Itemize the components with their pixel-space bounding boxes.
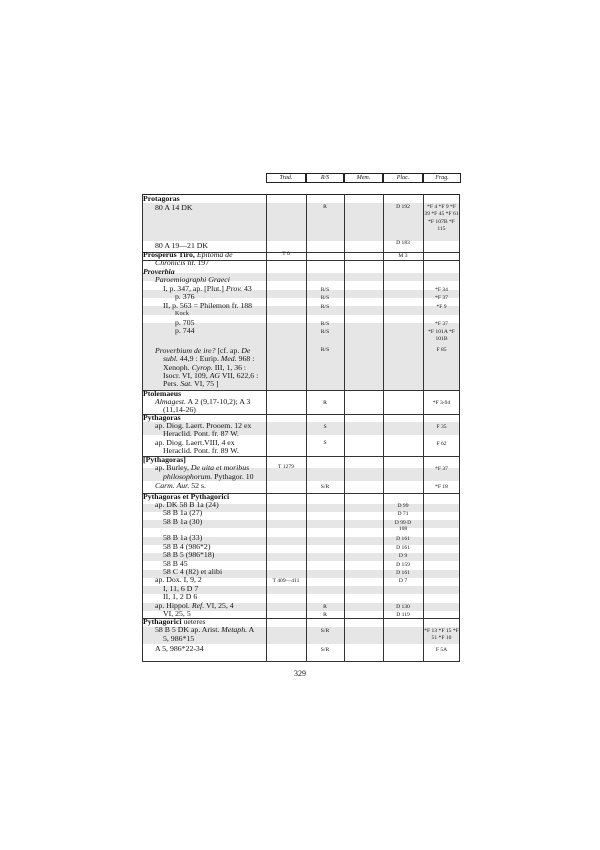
entry-label: 58 B 5 (986*18): [163, 550, 215, 559]
rs-cell: R/S: [320, 295, 330, 301]
frag-cell: F 5A: [435, 647, 448, 653]
plac-cell: D 159: [396, 562, 410, 568]
entry-label: Proverbium de ire? [cf. ap. De: [155, 346, 251, 355]
rs-cell: R/S: [320, 287, 330, 293]
entry-label: Carm. Aur. 52 s.: [155, 481, 206, 490]
entry-label: p. 376: [175, 292, 195, 301]
frag-cell: F 62: [436, 441, 447, 447]
rs-cell: R: [323, 612, 327, 618]
entry-heading: Pythagoras et Pythagorici: [143, 492, 230, 501]
entry-label: 58 B 4 (986*2): [163, 542, 211, 551]
rs-cell: R/S: [320, 321, 330, 327]
entry-label: ap. DK 58 B 1a (24): [155, 500, 219, 509]
entry-heading: Proverbia: [143, 267, 175, 276]
rs-cell: R: [323, 604, 327, 610]
entry-label: VI, 25, 5: [163, 609, 191, 618]
header-trad: Trad.: [266, 173, 306, 183]
rs-cell: R: [323, 400, 327, 406]
rs-cell: R/S: [320, 347, 330, 353]
entry-heading: Pythagorici ueteres: [143, 617, 206, 626]
column-rule: [459, 194, 460, 662]
frag-cell: F 85: [436, 347, 447, 353]
entry-label: Chronicis nr. 197: [155, 258, 210, 267]
entry-label: Heraclid. Pont. fr. 89 W.: [163, 446, 239, 455]
plac-cell: D 161: [396, 536, 410, 542]
page-number: 329: [294, 669, 306, 678]
frag-cell: *F 34: [435, 287, 448, 293]
rs-cell: R/S: [320, 304, 330, 310]
plac-cell: D 183: [396, 240, 410, 246]
entry-label: ap. Diog. Laert.VIII, 4 ex: [155, 438, 235, 447]
entry-label: 80 A 19—21 DK: [155, 241, 209, 250]
rs-cell: S/R: [320, 647, 330, 653]
entry-label: 58 B 1a (33): [163, 533, 203, 542]
plac-cell: D 99: [397, 503, 409, 509]
entry-heading: Ptolemaeus: [143, 389, 182, 398]
entry-label: p. 744: [175, 326, 195, 335]
entry-label: II, p. 563 = Philemon fr. 188: [163, 301, 253, 310]
frag-cell: *F 3-94: [432, 400, 451, 406]
plac-cell: D 161: [396, 545, 410, 551]
entry-label: (11,14-26): [163, 405, 196, 414]
frag-cell: *F 4 *F 9 *F 39 *F 45 *F 61 *F 107B *F 115: [424, 204, 459, 233]
entry-label: Paroemiographi Graeci: [155, 275, 230, 284]
plac-cell: D 7: [398, 578, 408, 584]
column-rule: [142, 194, 143, 662]
entry-label: 80 A 14 DK: [155, 203, 193, 212]
rs-cell: R/S: [320, 329, 330, 335]
entry-label: Heraclid. Pont. fr. 87 W.: [163, 429, 239, 438]
entry-label: ap. Hippol. Ref. VI, 25, 4: [155, 601, 234, 610]
entry-label: Isocr. VI, 109, AG VII, 622,6 :: [163, 371, 259, 380]
entry-label: II, 1, 2 D 6: [163, 592, 198, 601]
frag-cell: *F 37: [435, 466, 448, 472]
trad-cell: T 1279: [278, 464, 294, 470]
plac-cell: D 130: [396, 604, 410, 610]
frag-cell: *F 9: [436, 304, 447, 310]
plac-cell: D 161: [396, 570, 410, 576]
entry-label: 5, 986*15: [163, 634, 195, 643]
entry-heading: Prosperus Tiro, Epitoma de: [143, 250, 233, 259]
frag-cell: F 35: [436, 424, 447, 430]
entry-heading: Pythagoras: [143, 413, 181, 422]
frag-cell: *F 18: [435, 484, 448, 490]
entry-label: 58 B 45: [163, 559, 188, 568]
top-rule: [142, 194, 460, 195]
row-rule: [142, 390, 460, 391]
entry-label: Kock: [175, 311, 190, 317]
entry-label: 58 B 1a (27): [163, 508, 203, 517]
row-rule: [142, 661, 460, 662]
header-mem: Mem.: [344, 173, 383, 183]
header-rs: R/S: [306, 173, 344, 183]
entry-heading: Protagoras: [143, 194, 180, 203]
trad-cell: T 0: [282, 251, 290, 257]
entry-label: 58 B 1a (30): [163, 517, 203, 526]
column-rule: [383, 194, 384, 662]
entry-label: Almagest. A 2 (9,17-10,2); A 3: [155, 397, 251, 406]
column-rule: [266, 194, 267, 662]
rs-cell: S/R: [320, 628, 330, 634]
entry-label: I, p. 347, ap. [Plut.] Prov. 43: [163, 284, 252, 293]
entry-label: I, 11, 6 D 7: [163, 584, 199, 593]
plac-cell: M 3: [398, 253, 408, 259]
rs-cell: S: [323, 424, 327, 430]
index-table: [142, 194, 460, 662]
entry-label: Xenoph. Cyrop. III, 1, 36 :: [163, 363, 247, 372]
entry-label: ap. Burley, De uita et moribus: [155, 463, 250, 472]
row-rule: [142, 456, 460, 457]
header-frag: Frag.: [423, 173, 461, 183]
column-rule: [344, 194, 345, 662]
rs-cell: R: [323, 204, 327, 210]
plac-cell: D 71: [397, 511, 409, 517]
frag-cell: *F 37: [435, 321, 448, 327]
plac-cell: D 9: [398, 553, 408, 559]
entry-label: ap. Dox. I, 9, 2: [155, 575, 202, 584]
plac-cell: D 192: [396, 204, 410, 210]
frag-cell: *F 37: [435, 295, 448, 301]
entry-label: 58 B 5 DK ap. Arist. Metaph. A: [155, 625, 255, 634]
frag-cell: *F 101A *F 101B: [428, 329, 455, 343]
entry-label: A 5, 986*22-34: [155, 644, 204, 653]
plac-cell: D 99 D 108: [394, 520, 412, 533]
entry-label: p. 705: [175, 318, 195, 327]
frag-cell: *F 13 *F 15 *F 51 *F 10: [424, 628, 459, 642]
trad-cell: T 409—411: [272, 578, 300, 584]
rs-cell: S: [323, 440, 327, 446]
plac-cell: D 119: [396, 612, 410, 618]
entry-heading: [Pythagoras]: [143, 455, 186, 464]
entry-label: subl. 44,9 : Eurip. Med. 968 :: [163, 354, 255, 363]
entry-label: philosophorum. Pythagor. 10: [163, 472, 254, 481]
entry-label: Pers. Sat. VI, 75 ]: [163, 379, 219, 388]
entry-label: 58 C 4 (82) et alibi: [163, 567, 223, 576]
rs-cell: S/R: [320, 484, 330, 490]
entry-label: ap. Diog. Laert. Prooem. 12 ex: [155, 421, 252, 430]
header-plac: Plac.: [383, 173, 423, 183]
